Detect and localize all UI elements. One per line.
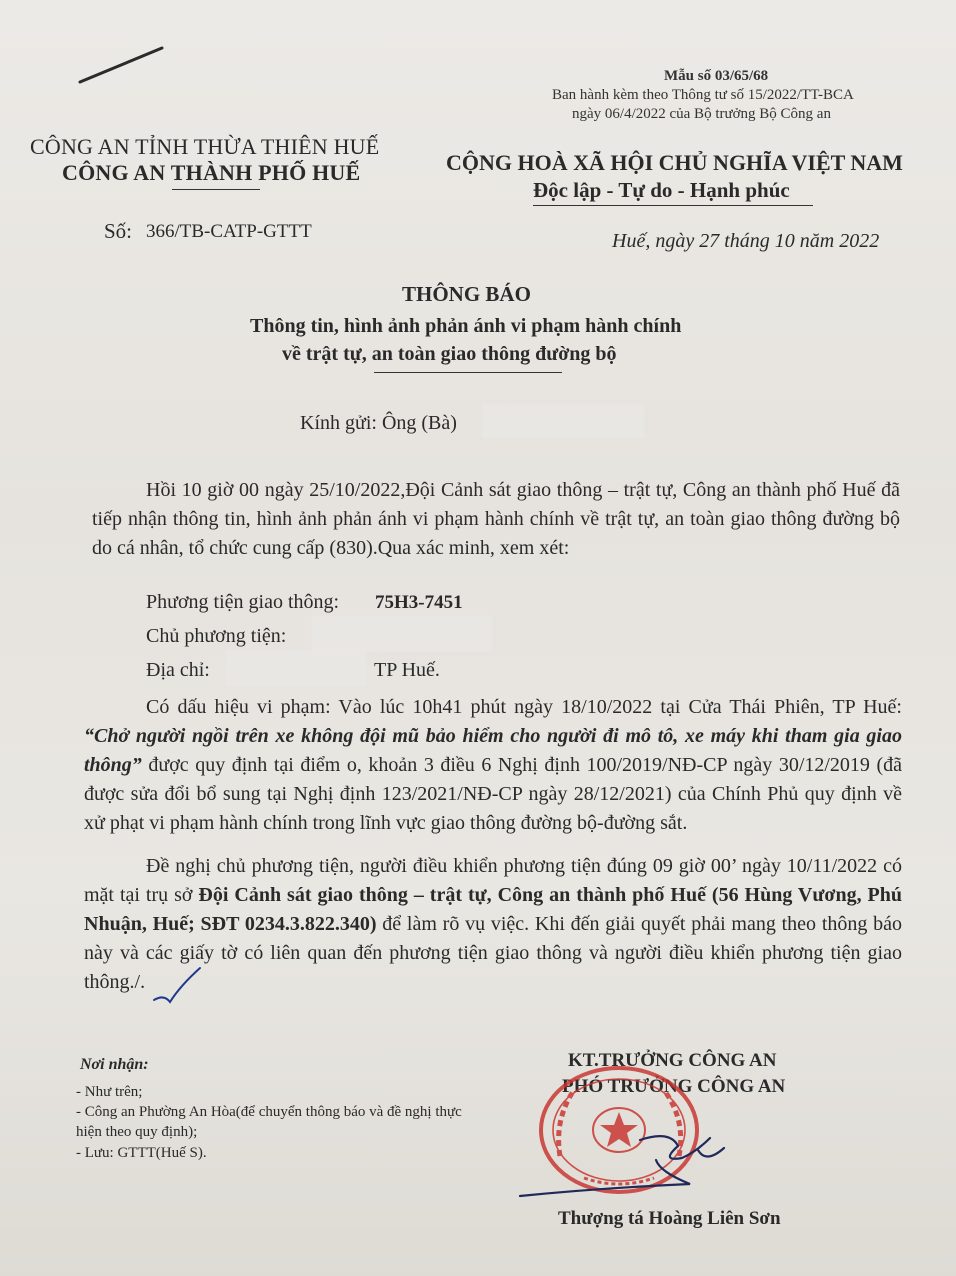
- motto-underline: [533, 205, 813, 206]
- agency-parent: CÔNG AN TỈNH THỪA THIÊN HUẾ: [30, 134, 380, 159]
- vehicle-plate: 75H3-7451: [375, 592, 463, 613]
- form-issued-date: ngày 06/4/2022 của Bộ trưởng Bộ Công an: [572, 106, 831, 122]
- violation-suffix: được quy định tại điểm o, khoản 3 điều 6 Nghị định 100/2019/NĐ-CP ngày 30/12/2019 (đã được sửa đổi bổ sung tại Nghị định 123/2021/NĐ-CP ngày 28/12/2021) của Chính Phủ quy định về xử phạt vi phạm hành chính trong lĩnh vực giao thông đường bộ-đường sắt.: [84, 754, 903, 834]
- request-prefix: Đề nghị chủ phương tiện, người điều khiển phương tiện đúng 09 giờ 00’ ngày 10/11/2022 có mặt tại trụ sở: [84, 855, 902, 906]
- greeting: Kính gửi: Ông (Bà): [300, 412, 457, 434]
- pen-mark: [70, 40, 170, 90]
- redacted-address: [226, 650, 366, 686]
- doc-number-label: Số:: [104, 219, 133, 243]
- redacted-recipient: [482, 404, 644, 438]
- recipient-item: - Công an Phường An Hòa(để chuyển thông báo và đề nghị thực hiện theo quy định);: [76, 1104, 462, 1140]
- recipient-item: - Như trên;: [76, 1084, 143, 1100]
- heading-underline: [374, 372, 562, 373]
- request-suffix: để làm rõ vụ việc. Khi đến giải quyết phải mang theo thông báo này và các giấy tờ có liên quan đến phương tiện giao thông và người điều khiển phương tiện giao thông./.: [84, 913, 903, 993]
- signature-line-1: KT.TRƯỞNG CÔNG AN: [568, 1050, 777, 1071]
- nation-title: CỘNG HOÀ XÃ HỘI CHỦ NGHĨA VIỆT NAM: [446, 150, 903, 175]
- address-label: Địa chỉ:: [146, 659, 210, 681]
- violation-prefix: Có dấu hiệu vi phạm: Vào lúc 10h41 phút ngày 18/10/2022 tại Cửa Thái Phiên, TP Huế:: [146, 696, 902, 718]
- signer-name: Thượng tá Hoàng Liên Sơn: [558, 1208, 781, 1229]
- notice-title: THÔNG BÁO: [402, 282, 531, 306]
- vehicle-label: Phương tiện giao thông:: [146, 591, 340, 613]
- intro-paragraph: Hồi 10 giờ 00 ngày 25/10/2022,Đội Cảnh sát giao thông – trật tự, Công an thành phố Huế đã tiếp nhận thông tin, hình ảnh phản ánh vi phạm hành chính về trật tự, an toàn giao thông đường bộ do cá nhân, tổ chức cung cấp (830).Qua xác minh, xem xét:: [92, 479, 900, 559]
- form-issued-with: Ban hành kèm theo Thông tư số 15/2022/TT-BCA: [552, 87, 854, 103]
- owner-label: Chủ phương tiện:: [146, 625, 287, 647]
- violation-quote: “Chở người ngồi trên xe không đội mũ bảo hiểm cho người đi mô tô, xe máy khi tham gia giao thông”: [84, 725, 902, 776]
- recipient-item: - Lưu: GTTT(Huế S).: [76, 1145, 207, 1161]
- doc-number: 366/TB-CATP-GTTT: [146, 221, 312, 242]
- notice-subtitle-1: Thông tin, hình ảnh phản ánh vi phạm hành chính: [250, 315, 682, 337]
- pen-check-mark: [150, 960, 210, 1010]
- redacted-owner: [312, 616, 492, 652]
- agency-name: CÔNG AN THÀNH PHỐ HUẾ: [62, 160, 361, 185]
- nation-motto: Độc lập - Tự do - Hạnh phúc: [533, 178, 790, 202]
- violation-paragraph: [84, 693, 902, 838]
- form-number: Mẫu số 03/65/68: [664, 68, 769, 84]
- handwritten-signature: [510, 1100, 740, 1210]
- address-city: TP Huế.: [374, 659, 440, 681]
- place-date: Huế, ngày 27 tháng 10 năm 2022: [612, 230, 880, 252]
- recipients-title: Nơi nhận:: [80, 1056, 149, 1073]
- agency-underline: [172, 189, 260, 190]
- request-place: Đội Cảnh sát giao thông – trật tự, Công an thành phố Huế (56 Hùng Vương, Phú Nhuận, Huế; SĐT 0234.3.822.340): [84, 884, 903, 935]
- signature-line-2: PHÓ TRƯỞNG CÔNG AN: [562, 1076, 786, 1097]
- notice-subtitle-2: về trật tự, an toàn giao thông đường bộ: [282, 343, 617, 365]
